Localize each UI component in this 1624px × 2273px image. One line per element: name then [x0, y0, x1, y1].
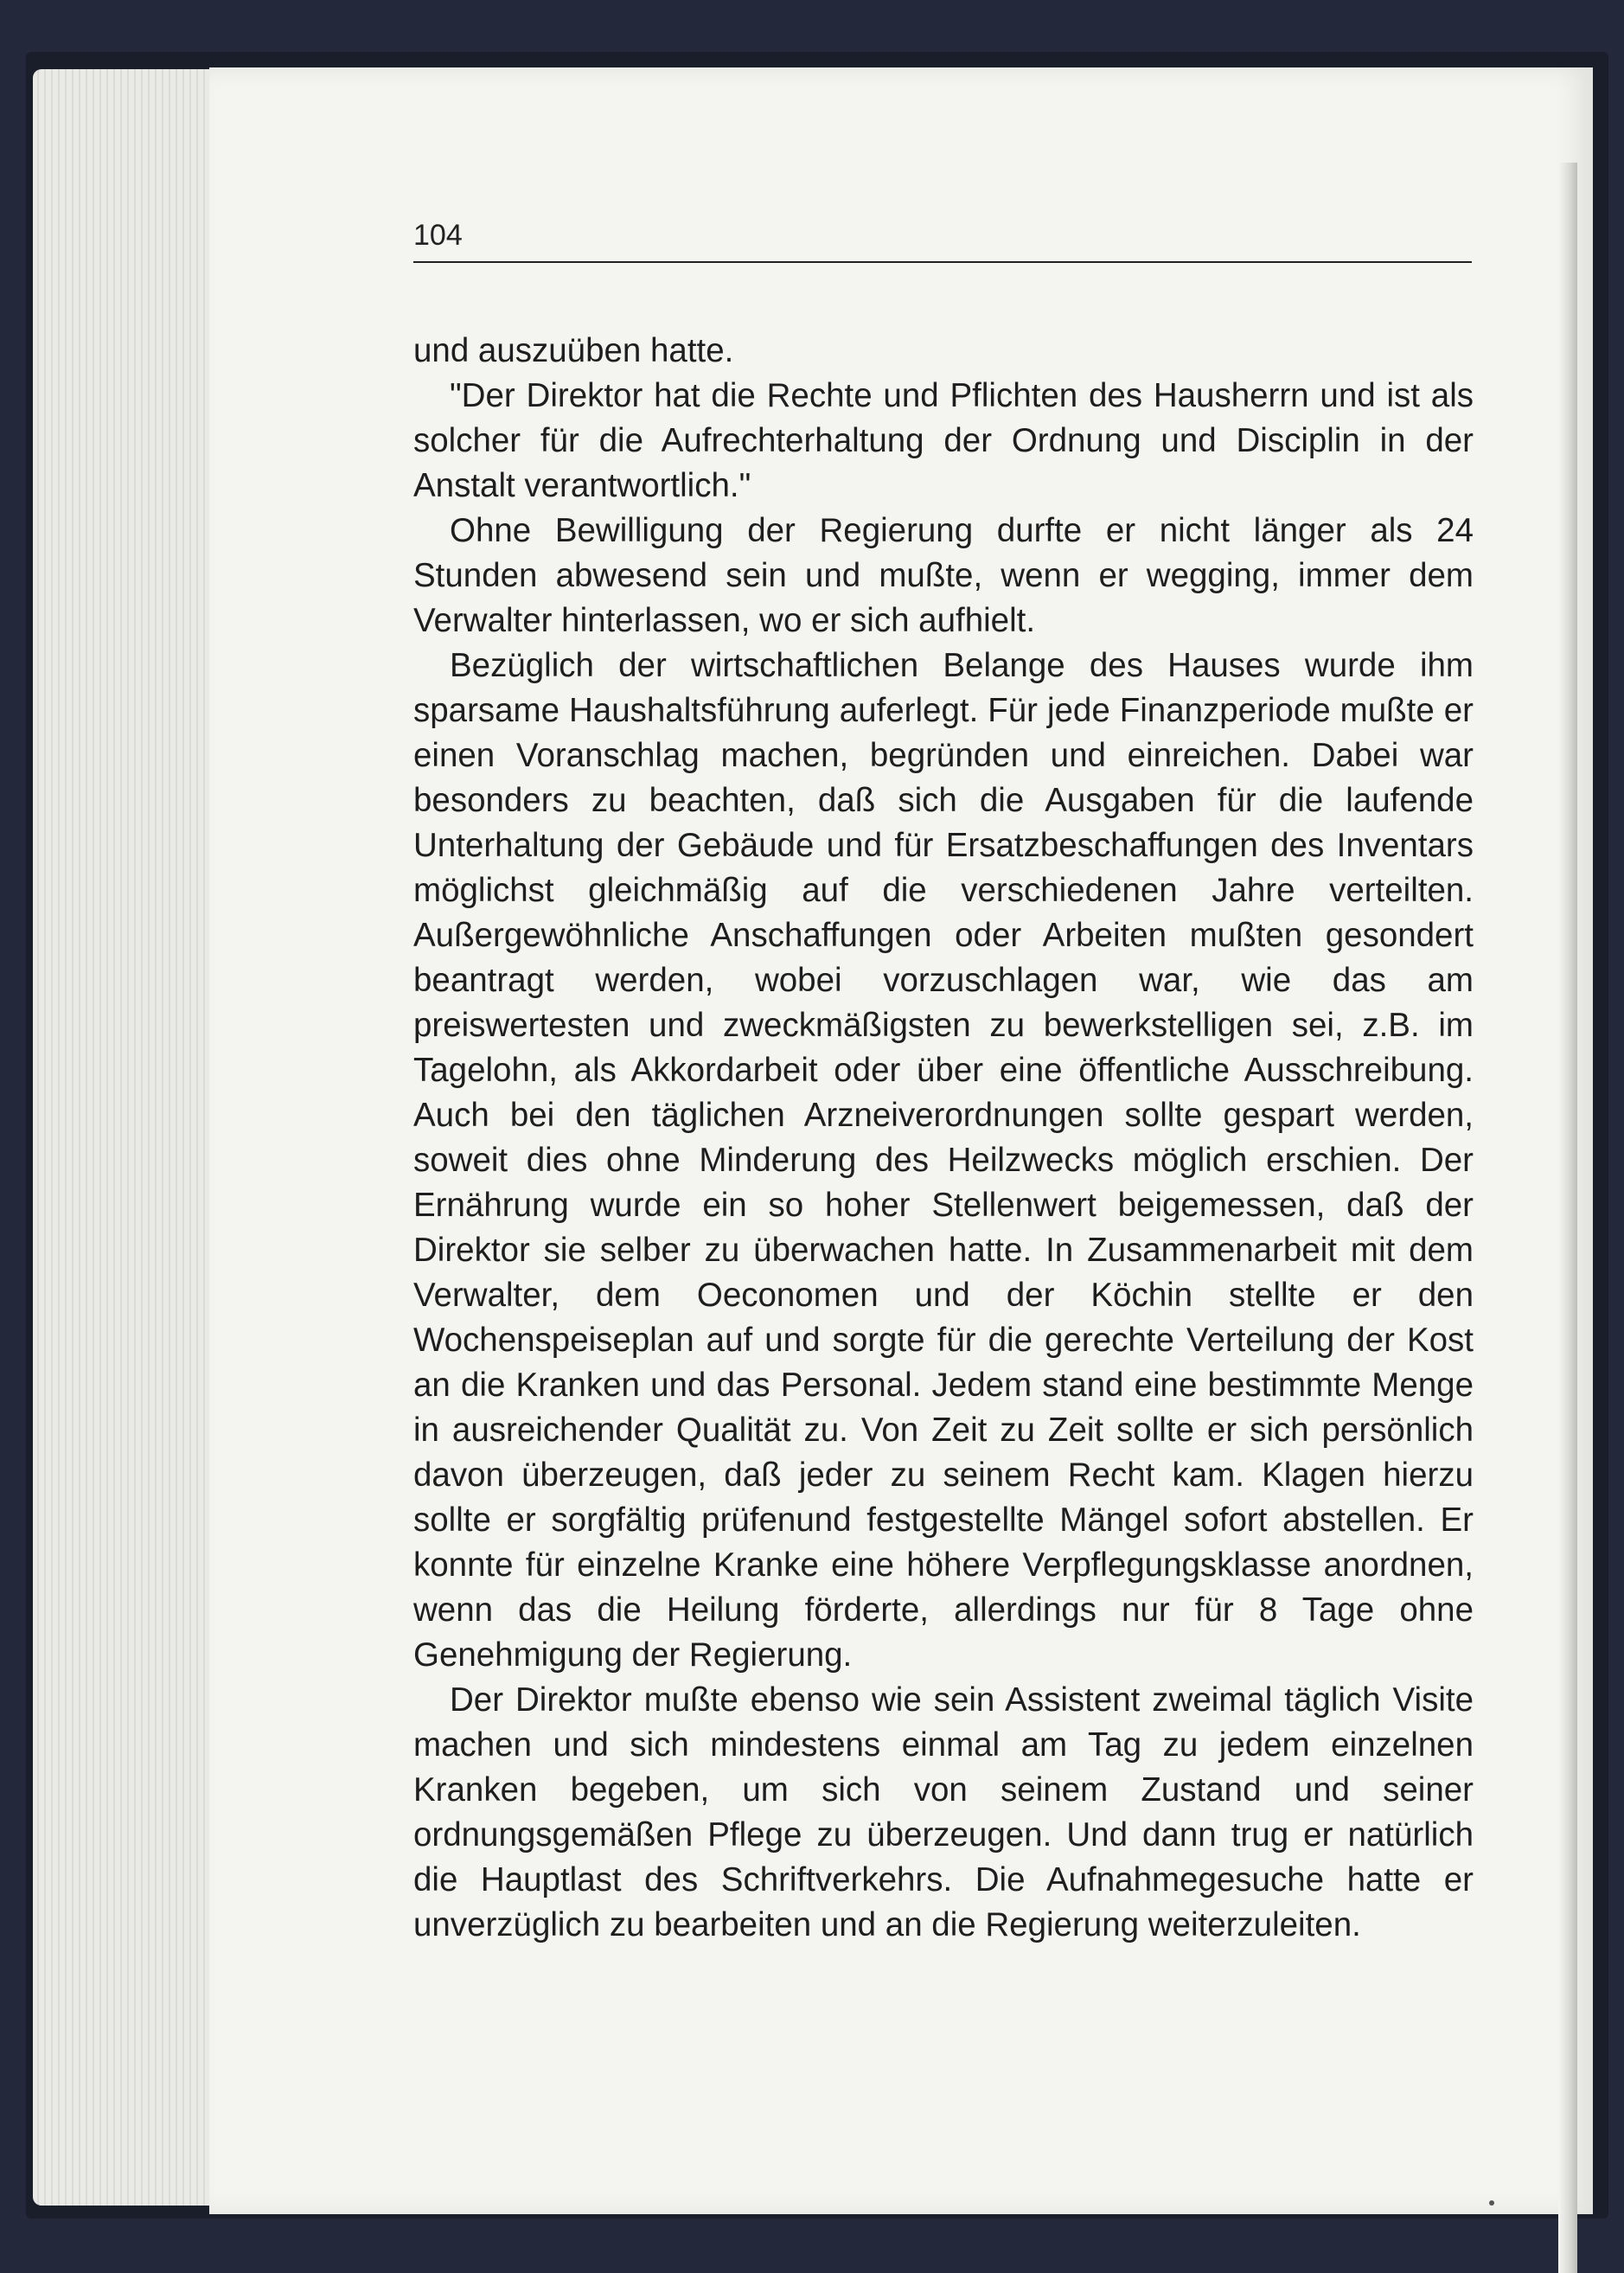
- paragraph-1: und auszuüben hatte.: [413, 332, 734, 369]
- paragraph-2: "Der Direktor hat die Rechte und Pflichten des Hausherrn und ist als solcher für die Aufrechterhaltung der Ordnung und Disciplin in der Anstalt verantwortlich.": [413, 377, 1474, 504]
- page-edges: [33, 69, 214, 2206]
- page-number: 104: [413, 219, 463, 252]
- paper-speck: [1489, 2200, 1494, 2206]
- paragraph-5: Der Direktor mußte ebenso wie sein Assistent zweimal täglich Visite machen und sich mindestens einmal am Tag zu jedem einzelnen Kranken begeben, um sich von seinem Zustand und seiner ordnungsgemäßen Pflege zu überzeugen. Und dann trug er natürlich die Hauptlast des Schriftverkehrs. Die Aufnahmegesuche hatte er unverzüglich zu bearbeiten und an die Regierung weiterzuleiten.: [413, 1681, 1474, 1943]
- paragraph-4: Bezüglich der wirtschaftlichen Belange des Hauses wurde ihm sparsame Haushaltsführung auferlegt. Für jede Finanzperiode mußte er einen Voranschlag machen, begründen und einreichen. Dabei war besonders zu beachten, daß sich die Ausgaben für die laufende Unterhaltung der Gebäude und für Ersatzbeschaffungen des Inventars möglichst gleichmäßig auf die verschiedenen Jahre verteilten. Außergewöhnliche Anschaffungen oder Arbeiten mußten gesondert beantragt werden, wobei vorzuschlagen war, wie das am preiswertesten und zweckmäßigsten zu bewerkstelligen sei, z.B. im Tagelohn, als Akkordarbeit oder über eine öffentliche Ausschreibung. Auch bei den täglichen Arzneiverordnungen sollte gespart werden, soweit dies ohne Minderung des Heilzwecks möglich erschien. Der Ernährung wurde ein so hoher Stellenwert beigemessen, daß der Direktor sie selber zu überwachen hatte. In Zusammenarbeit mit dem Verwalter, dem Oeconomen und der Köchin stellte er den Wochenspeiseplan auf und sorgte für die gerechte Verteilung der Kost an die Kranken und das Personal. Jedem stand eine bestimmte Menge in ausreichender Qualität zu. Von Zeit zu Zeit sollte er sich persönlich davon überzeugen, daß jeder zu seinem Recht kam. Klagen hierzu sollte er sorgfältig prüfenund festgestellte Mängel sofort abstellen. Er konnte für einzelne Kranke eine höhere Verpflegungsklasse anordnen, wenn das die Heilung förderte, allerdings nur für 8 Tage ohne Genehmigung der Regierung.: [413, 647, 1474, 1674]
- body-text: [413, 329, 1474, 1948]
- paragraph-3: Ohne Bewilligung der Regierung durfte er nicht länger als 24 Stunden abwesend sein und mußte, wenn er wegging, immer dem Verwalter hinterlassen, wo er sich aufhielt.: [413, 512, 1474, 639]
- page-header: [413, 216, 1472, 263]
- page-fold-shadow: [1558, 163, 1577, 2273]
